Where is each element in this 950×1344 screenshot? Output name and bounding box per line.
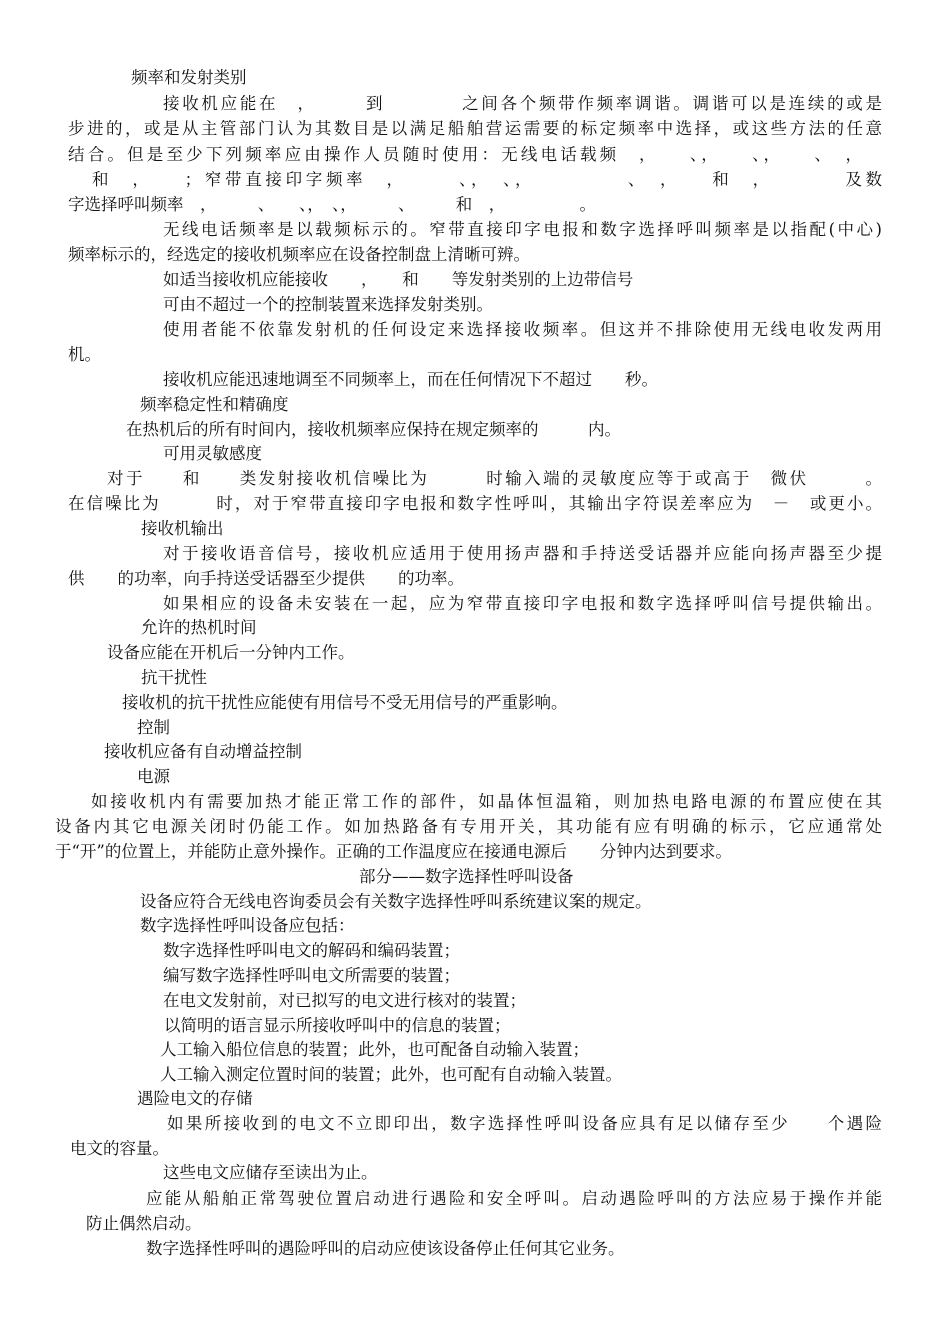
paragraph-line: 这些电文应储存至读出为止。	[163, 1163, 378, 1182]
paragraph-line: 在信噪比为 时，对于窄带直接印字电报和数字性呼叫，其输出字符误差率应为 － 或更小。	[68, 494, 882, 513]
list-item: 人工输入船位信息的装置；此外，也可配备自动输入装置；	[160, 1040, 589, 1059]
heading-receiver-output: 接收机输出	[141, 519, 224, 538]
paragraph-line: 接收机应能迅速地调至不同频率上，而在任何情况下不超过 秒。	[163, 370, 658, 389]
paragraph-line: 数字选择性呼叫设备应包括：	[140, 916, 355, 935]
paragraph-line: 设备应符合无线电咨询委员会有关数字选择性呼叫系统建议案的规定。	[140, 892, 652, 911]
paragraph-line: 供 的功率，向手持送受话器至少提供 的功率。	[68, 569, 464, 588]
paragraph-line: 使用者能不依靠发射机的任何设定来选择接收频率。但这并不排除使用无线电收发两用	[163, 320, 882, 339]
list-item: 数字选择性呼叫电文的解码和编码装置；	[163, 941, 460, 960]
heading-frequency-stability: 频率稳定性和精确度	[140, 395, 289, 414]
list-item: 人工输入测定位置时间的装置；此外，也可配有自动输入装置。	[160, 1065, 622, 1084]
heading-frequency-emission: 频率和发射类别	[131, 68, 247, 87]
paragraph-line: 可由不超过一个的控制装置来选择发射类别。	[163, 295, 493, 314]
paragraph-line: 应能从船舶正常驾驶位置启动进行遇险和安全呼叫。启动遇险呼叫的方法应易于操作并能	[146, 1189, 882, 1208]
heading-power-supply: 电源	[137, 767, 170, 786]
heading-control: 控制	[137, 718, 170, 737]
list-item: 以简明的语言显示所接收呼叫中的信息的装置；	[164, 1016, 511, 1035]
paragraph-line: 设备应能在开机后一分钟内工作。	[107, 643, 355, 662]
paragraph-line: 数字选择性呼叫的遇险呼叫的启动应使该设备停止任何其它业务。	[146, 1239, 625, 1258]
paragraph-line: 和 ， ；窄带直接印字频率 ， 、， 、， 、 ， 和 ， 及数	[92, 170, 882, 189]
paragraph-line: 结合。但是至少下列频率应由操作人员随时使用：无线电话载频 ， 、， 、， 、 ，	[68, 145, 862, 164]
paragraph-line: 在热机后的所有时间内，接收机频率应保持在规定频率的 内。	[126, 420, 621, 439]
heading-warm-up-time: 允许的热机时间	[141, 618, 257, 637]
paragraph-line: 对于 和 类发射接收机信噪比为 时输入端的灵敏度应等于或高于 微伏 。	[107, 469, 882, 488]
paragraph-line: 如果所接收到的电文不立即印出，数字选择性呼叫设备应具有足以储存至少 个遇险	[167, 1114, 882, 1133]
heading-interference-immunity: 抗干扰性	[141, 668, 207, 687]
part-title-dsc: 部分——数字选择性呼叫设备	[359, 867, 574, 886]
paragraph-line: 防止偶然启动。	[86, 1214, 202, 1233]
paragraph-line: 步进的，或是从主管部门认为其数目是以满足船舶营运需要的标定频率中选择，或这些方法的任意	[68, 119, 882, 138]
paragraph-line: 字选择呼叫频率 ， 、 、， 、， 、 和 ， 。	[68, 195, 596, 214]
paragraph-line: 频率标示的，经选定的接收机频率应在设备控制盘上清晰可辨。	[68, 245, 530, 264]
paragraph-line: 接收机应能在 ， 到 之间各个频带作频率调谐。调谐可以是连续的或是	[163, 94, 882, 113]
paragraph-line: 电文的容量。	[70, 1139, 169, 1158]
paragraph-line: 如果相应的设备未安装在一起，应为窄带直接印字电报和数字选择呼叫信号提供输出。	[163, 594, 882, 613]
paragraph-line: 机。	[68, 345, 101, 364]
paragraph-line: 接收机的抗干扰性应能使有用信号不受无用信号的严重影响。	[122, 693, 568, 712]
paragraph-line: 如适当接收机应能接收 ， 和 等发射类别的上边带信号	[163, 270, 634, 289]
paragraph-line: 于“开”的位置上，并能防止意外操作。正确的工作温度应在接通电源后 分钟内达到要求。	[55, 842, 732, 861]
paragraph-line: 如接收机内有需要加热才能正常工作的部件，如晶体恒温箱，则加热电路电源的布置应使在其	[91, 792, 882, 811]
paragraph-line: 无线电话频率是以载频标示的。窄带直接印字电报和数字选择呼叫频率是以指配(中心)	[163, 220, 882, 239]
paragraph-line: 设备内其它电源关闭时仍能工作。如加热路备有专用开关，其功能有应有明确的标示，它应通常处	[55, 817, 882, 836]
paragraph-line: 对于接收语音信号，接收机应适用于使用扬声器和手持送受话器并应能向扬声器至少提	[163, 544, 882, 563]
heading-usable-sensitivity: 可用灵敏感度	[163, 444, 262, 463]
paragraph-line: 接收机应备有自动增益控制	[104, 742, 302, 761]
list-item: 在电文发射前，对已拟写的电文进行核对的装置；	[163, 991, 526, 1010]
heading-distress-storage: 遇险电文的存储	[137, 1089, 253, 1108]
list-item: 编写数字选择性呼叫电文所需要的装置；	[163, 966, 460, 985]
